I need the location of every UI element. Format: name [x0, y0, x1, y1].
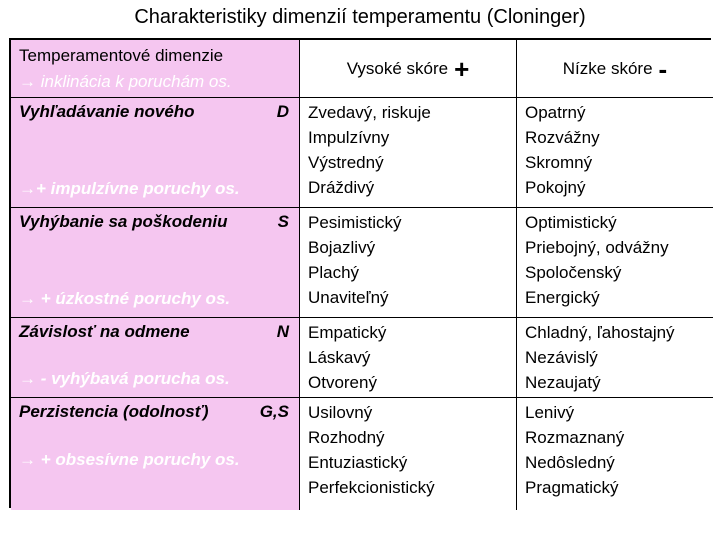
trait: Pokojný: [525, 178, 586, 197]
dimension-name: Vyhýbanie sa poškodeniu: [19, 212, 228, 231]
trait: Rozhodný: [308, 428, 385, 447]
dimension-code: N: [276, 322, 289, 341]
trait: Lenivý: [525, 403, 575, 422]
trait: Láskavý: [308, 348, 371, 367]
dimension-code: G,S: [259, 402, 289, 421]
dimension-persistence: [11, 398, 299, 510]
low-traits-list: [516, 398, 713, 510]
plus-sign: +: [454, 53, 470, 84]
trait: Nezávislý: [525, 348, 598, 367]
trait: Optimistický: [525, 213, 617, 232]
dimension-disorder: → + úzkostné poruchy os.: [19, 289, 231, 308]
trait: Pesimistický: [308, 213, 402, 232]
trait: Pragmatický: [525, 478, 619, 497]
trait: Unaviteľný: [308, 288, 389, 307]
trait: Skromný: [525, 153, 593, 172]
trait: Priebojný, odvážny: [525, 238, 669, 257]
trait: Rozvážny: [525, 128, 600, 147]
trait: Usilovný: [308, 403, 373, 422]
temperament-table: [9, 38, 711, 508]
dimension-harm-avoidance: [11, 208, 299, 318]
header-dimensions: [11, 40, 299, 98]
trait: Impulzívny: [308, 128, 390, 147]
trait: Zvedavý, riskuje: [308, 103, 431, 122]
low-traits-list: [516, 98, 713, 208]
trait: Empatický: [308, 323, 387, 342]
high-traits-list: [299, 398, 516, 510]
trait: Bojazlivý: [308, 238, 376, 257]
trait: Otvorený: [308, 373, 377, 392]
dimension-name: Vyhľadávanie nového: [19, 102, 195, 121]
header-high-label: Vysoké skóre: [346, 58, 449, 78]
dimension-disorder: →+ impulzívne poruchy os.: [19, 179, 240, 198]
header-low-label: Nízke skóre: [562, 58, 653, 78]
high-traits-list: [299, 208, 516, 318]
low-traits-list: [516, 208, 713, 318]
header-high-score: [299, 40, 516, 98]
header-disorder-label: → inklinácia k poruchám os.: [19, 72, 232, 91]
trait: Entuziastický: [308, 453, 408, 472]
trait: Plachý: [308, 263, 360, 282]
trait: Spoločenský: [525, 263, 622, 282]
trait: Nedôsledný: [525, 453, 615, 472]
header-low-score: [516, 40, 713, 98]
trait: Dráždivý: [308, 178, 375, 197]
page-title: Charakteristiky dimenzií temperamentu (Cloninger): [134, 6, 586, 28]
trait: Chladný, ľahostajný: [525, 323, 675, 342]
dimension-name: Závislosť na odmene: [19, 322, 190, 341]
trait: Opatrný: [525, 103, 586, 122]
low-traits-list: [516, 318, 713, 398]
header-dimensions-label: Temperamentové dimenzie: [19, 46, 224, 65]
dimension-code: S: [277, 212, 289, 231]
trait: Energický: [525, 288, 600, 307]
minus-sign: -: [658, 53, 668, 84]
dimension-name: Perzistencia (odolnosť): [19, 402, 209, 421]
dimension-disorder: → - vyhýbavá porucha os.: [19, 369, 230, 388]
high-traits-list: [299, 98, 516, 208]
trait: Výstredný: [308, 153, 384, 172]
trait: Rozmaznaný: [525, 428, 625, 447]
dimension-code: D: [276, 102, 289, 121]
trait: Nezaujatý: [525, 373, 601, 392]
high-traits-list: [299, 318, 516, 398]
dimension-reward-dependence: [11, 318, 299, 398]
dimension-novelty-seeking: [11, 98, 299, 208]
trait: Perfekcionistický: [308, 478, 435, 497]
dimension-disorder: → + obsesívne poruchy os.: [19, 450, 240, 469]
